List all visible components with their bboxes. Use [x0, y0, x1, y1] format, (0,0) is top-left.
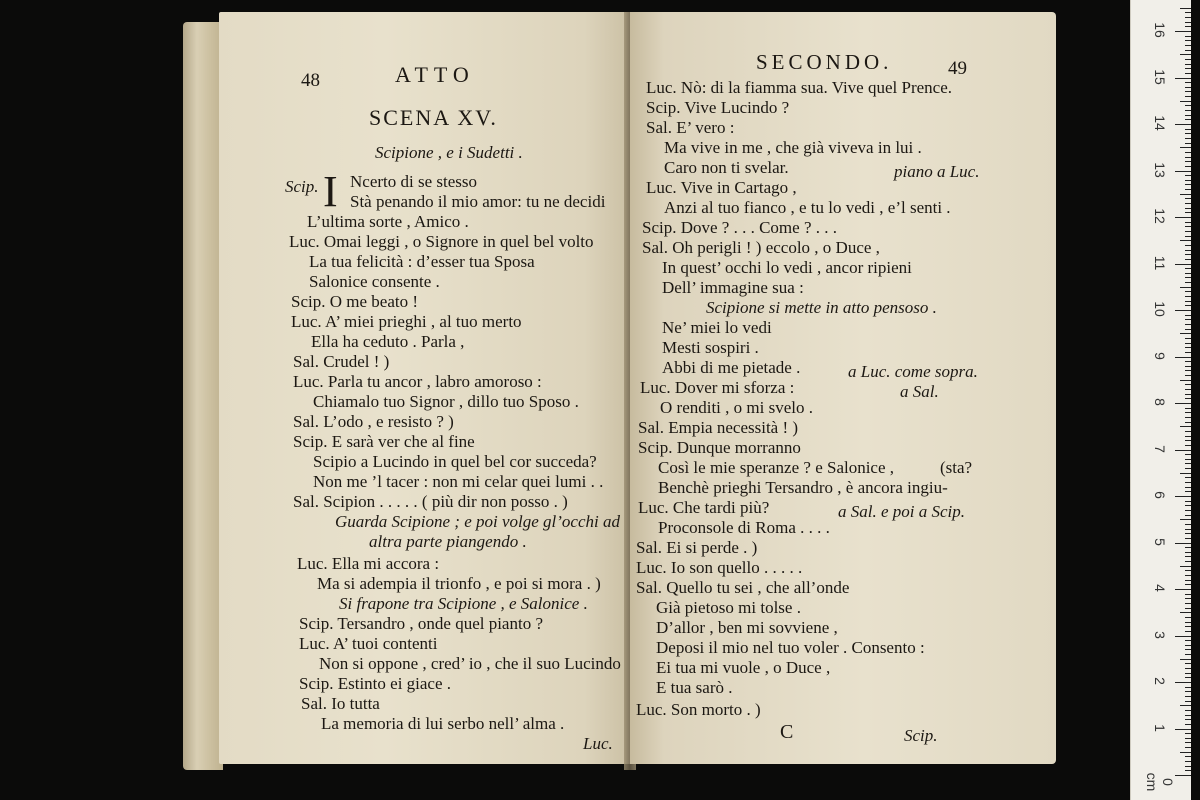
ruler-tick: [1185, 319, 1191, 320]
ruler-tick: [1180, 566, 1191, 567]
ruler-tick: [1185, 594, 1191, 595]
ruler-tick: [1175, 31, 1191, 32]
ruler-tick: [1185, 691, 1191, 692]
ruler-tick: [1185, 115, 1191, 116]
ruler-tick: [1175, 217, 1191, 218]
ruler-tick: [1185, 552, 1191, 553]
ruler-tick: [1175, 636, 1191, 637]
ruler-tick: [1185, 315, 1191, 316]
text-line: Ne’ miei lo vedi: [662, 318, 772, 337]
ruler-tick: [1180, 333, 1191, 334]
text-line: Scip. Dove ? . . . Come ? . . .: [642, 218, 837, 237]
ruler-tick: [1185, 22, 1191, 23]
ruler-tick: [1180, 54, 1191, 55]
ruler-tick: [1185, 687, 1191, 688]
ruler-tick: [1185, 343, 1191, 344]
ruler-tick: [1185, 533, 1191, 534]
text-line: Proconsole di Roma . . . .: [658, 518, 830, 537]
ruler-tick: [1185, 212, 1191, 213]
scene-characters: Scipione , e i Sudetti .: [375, 143, 523, 162]
running-head-left: ATTO: [395, 62, 475, 87]
ruler-tick: [1185, 277, 1191, 278]
ruler-tick: [1185, 515, 1191, 516]
ruler-tick: [1185, 175, 1191, 176]
ruler-tick: [1185, 761, 1191, 762]
ruler-tick: [1185, 584, 1191, 585]
ruler-tick: [1185, 501, 1191, 502]
ruler-tick: [1180, 147, 1191, 148]
ruler-tick: [1175, 589, 1191, 590]
ruler-tick: [1185, 715, 1191, 716]
ruler-tick: [1185, 417, 1191, 418]
ruler-tick: [1185, 268, 1191, 269]
ruler-tick: [1185, 129, 1191, 130]
right-page: [630, 12, 1056, 764]
text-line: Caro non ti svelar.: [664, 158, 789, 177]
ruler-tick: [1185, 64, 1191, 65]
ruler-tick: [1185, 561, 1191, 562]
ruler-tick: [1185, 724, 1191, 725]
stage-direction: a Sal.: [900, 382, 939, 401]
text-line: Luc. Ella mi accora :: [297, 554, 440, 573]
text-line: Scip. E sarà ver che al fine: [293, 432, 475, 451]
text-line: Luc. Son morto . ): [636, 700, 761, 719]
text-line: Mesti sospiri .: [662, 338, 759, 357]
text-line: Sal. Empia necessità ! ): [638, 418, 799, 437]
ruler-tick: [1185, 389, 1191, 390]
ruler-tick: [1185, 36, 1191, 37]
ruler-tick: [1185, 352, 1191, 353]
ruler-tick: [1185, 738, 1191, 739]
stage-direction: altra parte piangendo .: [369, 532, 527, 551]
text-line: Luc. A’ tuoi contenti: [299, 634, 438, 653]
text-line: Ma vive in me , che già viveva in lui .: [664, 138, 922, 157]
catchword-right: Scip.: [904, 726, 938, 745]
ruler-tick: [1185, 440, 1191, 441]
ruler-tick: [1185, 138, 1191, 139]
ruler-tick: [1185, 570, 1191, 571]
ruler-tick: [1185, 742, 1191, 743]
ruler-tick: [1185, 733, 1191, 734]
ruler-tick: [1185, 96, 1191, 97]
ruler-tick: [1185, 133, 1191, 134]
ruler-tick: [1185, 375, 1191, 376]
ruler-tick: [1180, 519, 1191, 520]
text-line: Benchè prieghi Tersandro , è ancora ingiu-: [658, 478, 948, 497]
ruler-label: 1: [1152, 723, 1168, 732]
ruler-tick: [1175, 775, 1191, 776]
text-line: Luc. Omai leggi , o Signore in quel bel volto: [289, 232, 594, 251]
stage-direction: Scipione si mette in atto pensoso .: [706, 298, 937, 317]
ruler-label: 10: [1152, 301, 1168, 317]
text-line: E tua sarò .: [656, 678, 733, 697]
ruler-tick: [1185, 756, 1191, 757]
ruler-tick: [1180, 287, 1191, 288]
ruler-label: 11: [1152, 255, 1168, 270]
ruler-label: 4: [1152, 584, 1168, 592]
ruler-tick: [1180, 240, 1191, 241]
ruler-tick: [1185, 617, 1191, 618]
ruler-tick: [1185, 575, 1191, 576]
ruler-tick: [1185, 254, 1191, 255]
ruler-tick: [1185, 547, 1191, 548]
ruler-tick: [1185, 226, 1191, 227]
text-line: Sal. Quello tu sei , che all’onde: [636, 578, 850, 597]
text-line: Scip. Estinto ei giace .: [299, 674, 452, 693]
ruler-label: 0 cm: [1144, 772, 1176, 792]
ruler-tick: [1185, 477, 1191, 478]
ruler-tick: [1185, 770, 1191, 771]
ruler-label: 9: [1152, 351, 1168, 360]
text-line: Ei tua mi vuole , o Duce ,: [656, 658, 831, 677]
ruler-tick: [1185, 766, 1191, 767]
ruler-tick: [1185, 463, 1191, 464]
text-line: Luc. Che tardi più?: [638, 498, 770, 517]
ruler-tick: [1185, 166, 1191, 167]
text-line: Stà penando il mio amor: tu ne decidi: [350, 192, 606, 211]
ruler-tick: [1185, 17, 1191, 18]
ruler-tick: [1185, 422, 1191, 423]
ruler-label: 13: [1152, 161, 1168, 178]
text-line: Sal. Ei si perde . ): [636, 538, 758, 557]
ruler-tick: [1185, 245, 1191, 246]
ruler-label: 8: [1152, 398, 1168, 406]
ruler-tick: [1185, 445, 1191, 446]
ruler-label: 15: [1152, 68, 1168, 85]
stage-direction: piano a Luc.: [894, 162, 980, 181]
ruler-tick: [1185, 184, 1191, 185]
ruler-tick: [1180, 101, 1191, 102]
ruler-tick: [1185, 161, 1191, 162]
ruler-tick: [1185, 87, 1191, 88]
text-line: Non me ’l tacer : non mi celar quei lumi . .: [313, 472, 604, 491]
ruler-tick: [1180, 612, 1191, 613]
ruler-tick: [1185, 189, 1191, 190]
text-line: Anzi al tuo fianco , e tu lo vedi , e’l senti .: [664, 198, 951, 217]
ruler-tick: [1185, 180, 1191, 181]
ruler-label: 16: [1152, 22, 1168, 38]
ruler-tick: [1185, 608, 1191, 609]
running-head-right: SECONDO.: [756, 50, 893, 74]
text-line: Ma si adempia il trionfo , e poi si mora . ): [317, 574, 601, 593]
text-line: Salonice consente .: [309, 272, 440, 291]
ruler-tick: [1185, 412, 1191, 413]
ruler-tick: [1185, 143, 1191, 144]
ruler-tick: [1185, 110, 1191, 111]
ruler-tick: [1185, 398, 1191, 399]
text-line: (sta?: [940, 458, 973, 477]
ruler-tick: [1180, 426, 1191, 427]
ruler-label: 2: [1152, 677, 1168, 685]
ruler-tick: [1185, 40, 1191, 41]
ruler-tick: [1185, 152, 1191, 153]
text-line: Sal. Oh perigli ! ) eccolo , o Duce ,: [642, 238, 880, 257]
ruler-tick: [1175, 403, 1191, 404]
ruler-tick: [1185, 50, 1191, 51]
ruler-tick: [1185, 45, 1191, 46]
ruler-tick: [1185, 361, 1191, 362]
drop-cap: I: [323, 167, 338, 216]
ruler-tick: [1185, 640, 1191, 641]
text-line: Scipio a Lucindo in quel bel cor succeda?: [313, 452, 597, 471]
ruler-tick: [1185, 747, 1191, 748]
ruler-label: 12: [1152, 208, 1168, 224]
ruler-tick: [1185, 12, 1191, 13]
ruler-tick: [1185, 668, 1191, 669]
ruler-tick: [1185, 231, 1191, 232]
ruler-tick: [1175, 729, 1191, 730]
catchword-left: Luc.: [583, 734, 613, 753]
ruler-tick: [1185, 157, 1191, 158]
ruler-tick: [1185, 626, 1191, 627]
ruler-tick: [1185, 580, 1191, 581]
text-line: Luc. Dover mi sforza :: [640, 378, 795, 397]
ruler-tick: [1185, 394, 1191, 395]
ruler-tick: [1185, 59, 1191, 60]
ruler-tick: [1185, 719, 1191, 720]
stage-direction: Si frapone tra Scipione , e Salonice .: [339, 594, 588, 613]
text-line: Sal. E’ vero :: [646, 118, 735, 137]
ruler-tick: [1185, 701, 1191, 702]
ruler-tick: [1185, 296, 1191, 297]
ruler-label: 5: [1152, 537, 1168, 546]
ruler-tick: [1185, 73, 1191, 74]
text-line: Luc. Vive in Cartago ,: [646, 178, 797, 197]
ruler-tick: [1185, 282, 1191, 283]
text-line: Già pietoso mi tolse .: [656, 598, 801, 617]
ruler-tick: [1185, 459, 1191, 460]
ruler-tick: [1185, 203, 1191, 204]
ruler-tick: [1185, 696, 1191, 697]
page-edges: [183, 22, 223, 770]
ruler-tick: [1185, 468, 1191, 469]
ruler-tick: [1175, 171, 1191, 172]
ruler-tick: [1185, 259, 1191, 260]
ruler-tick: [1175, 450, 1191, 451]
text-line: In quest’ occhi lo vedi , ancor ripieni: [662, 258, 912, 277]
ruler-tick: [1180, 194, 1191, 195]
ruler-tick: [1185, 208, 1191, 209]
ruler-tick: [1185, 105, 1191, 106]
ruler-tick: [1175, 682, 1191, 683]
ruler-tick: [1185, 556, 1191, 557]
ruler-tick: [1185, 291, 1191, 292]
ruler-tick: [1185, 384, 1191, 385]
ruler-tick: [1185, 622, 1191, 623]
text-line: Così le mie speranze ? e Salonice ,: [658, 458, 895, 477]
ruler-tick: [1185, 338, 1191, 339]
stage-direction: Guarda Scipione ; e poi volge gl’occhi ad: [335, 512, 620, 531]
ruler-tick: [1185, 82, 1191, 83]
ruler-tick: [1185, 119, 1191, 120]
ruler-tick: [1185, 198, 1191, 199]
text-line: Sal. Io tutta: [301, 694, 380, 713]
ruler-tick: [1175, 543, 1191, 544]
ruler-tick: [1185, 677, 1191, 678]
text-line: Ncerto di se stesso: [350, 172, 478, 191]
stage-direction: a Sal. e poi a Scip.: [838, 502, 966, 521]
text-line: La memoria di lui serbo nell’ alma .: [321, 714, 565, 733]
ruler-tick: [1185, 324, 1191, 325]
text-line: Luc. Parla tu ancor , labro amoroso :: [293, 372, 542, 391]
ruler-tick: [1185, 250, 1191, 251]
ruler-tick: [1175, 357, 1191, 358]
text-line: Deposi il mio nel tuo voler . Consento :: [656, 638, 925, 657]
ruler-tick: [1185, 431, 1191, 432]
ruler-tick: [1185, 510, 1191, 511]
ruler-tick: [1185, 236, 1191, 237]
ruler-tick: [1175, 496, 1191, 497]
ruler-tick: [1185, 347, 1191, 348]
ruler-tick: [1180, 473, 1191, 474]
ruler-tick: [1185, 301, 1191, 302]
ruler-tick: [1185, 408, 1191, 409]
ruler-tick: [1175, 124, 1191, 125]
text-line: Ella ha ceduto . Parla ,: [311, 332, 465, 351]
ruler-tick: [1185, 487, 1191, 488]
ruler-tick: [1185, 645, 1191, 646]
text-line: Scip. Tersandro , onde quel pianto ?: [299, 614, 543, 633]
page-number-right: 49: [948, 58, 967, 79]
ruler-tick: [1185, 222, 1191, 223]
text-line: Scip. Dunque morranno: [638, 438, 801, 457]
text-line: Non si oppone , cred’ io , che il suo Lucindo: [319, 654, 621, 673]
ruler-tick: [1185, 603, 1191, 604]
ruler-tick: [1185, 505, 1191, 506]
text-line: Sal. Crudel ! ): [293, 352, 390, 371]
ruler-tick: [1185, 436, 1191, 437]
ruler-tick: [1180, 8, 1191, 9]
ruler-tick: [1185, 710, 1191, 711]
text-line: D’allor , ben mi sovviene ,: [656, 618, 838, 637]
ruler-tick: [1185, 273, 1191, 274]
ruler-tick: [1185, 329, 1191, 330]
ruler-tick: [1185, 673, 1191, 674]
ruler-tick: [1180, 380, 1191, 381]
text-line: Luc. Nò: di la fiamma sua. Vive quel Prence.: [646, 78, 952, 97]
text-line: Sal. Scipion . . . . . ( più dir non posso . ): [293, 492, 568, 511]
ruler-label: 3: [1152, 630, 1168, 639]
ruler-tick: [1185, 663, 1191, 664]
signature-mark: C: [780, 721, 794, 743]
text-line: Luc. Io son quello . . . . .: [636, 558, 803, 577]
ruler-tick: [1185, 654, 1191, 655]
text-line: Chiamalo tuo Signor , dillo tuo Sposo .: [313, 392, 579, 411]
ruler-tick: [1180, 659, 1191, 660]
left-page: [219, 12, 634, 764]
ruler-tick: [1185, 524, 1191, 525]
ruler-tick: [1185, 366, 1191, 367]
ruler-tick: [1185, 454, 1191, 455]
ruler-tick: [1185, 491, 1191, 492]
ruler-label: 14: [1152, 115, 1168, 131]
ruler-tick: [1185, 529, 1191, 530]
text-line: Scip. Vive Lucindo ?: [646, 98, 790, 117]
ruler-tick: [1175, 78, 1191, 79]
ruler-tick: [1185, 649, 1191, 650]
ruler-tick: [1185, 538, 1191, 539]
ruler-tick: [1175, 264, 1191, 265]
ruler-tick: [1180, 705, 1191, 706]
ruler-tick: [1185, 370, 1191, 371]
ruler-tick: [1180, 752, 1191, 753]
ruler-tick: [1185, 305, 1191, 306]
open-book: [183, 12, 1058, 770]
ruler-tick: [1185, 68, 1191, 69]
text-line: La tua felicità : d’esser tua Sposa: [309, 252, 535, 271]
ruler-label: 7: [1152, 444, 1168, 453]
ruler-label: 6: [1152, 491, 1168, 499]
speaker-label: Scip.: [285, 177, 319, 196]
measurement-ruler: [1130, 0, 1191, 800]
text-line: O renditi , o mi svelo .: [660, 398, 813, 417]
stage-direction: a Luc. come sopra.: [848, 362, 978, 381]
ruler-tick: [1175, 310, 1191, 311]
ruler-tick: [1185, 598, 1191, 599]
ruler-tick: [1185, 26, 1191, 27]
text-line: Scip. O me beato !: [291, 292, 418, 311]
scene-title: SCENA XV.: [369, 105, 498, 130]
page-number-left: 48: [301, 70, 320, 91]
ruler-tick: [1185, 91, 1191, 92]
ruler-tick: [1185, 631, 1191, 632]
ruler-tick: [1185, 482, 1191, 483]
text-line: Sal. L’odo , e resisto ? ): [293, 412, 454, 431]
text-line: L’ultima sorte , Amico .: [307, 212, 469, 231]
text-line: Dell’ immagine sua :: [662, 278, 804, 297]
text-line: Luc. A’ miei prieghi , al tuo merto: [291, 312, 522, 331]
text-line: Abbi di me pietade .: [662, 358, 801, 377]
